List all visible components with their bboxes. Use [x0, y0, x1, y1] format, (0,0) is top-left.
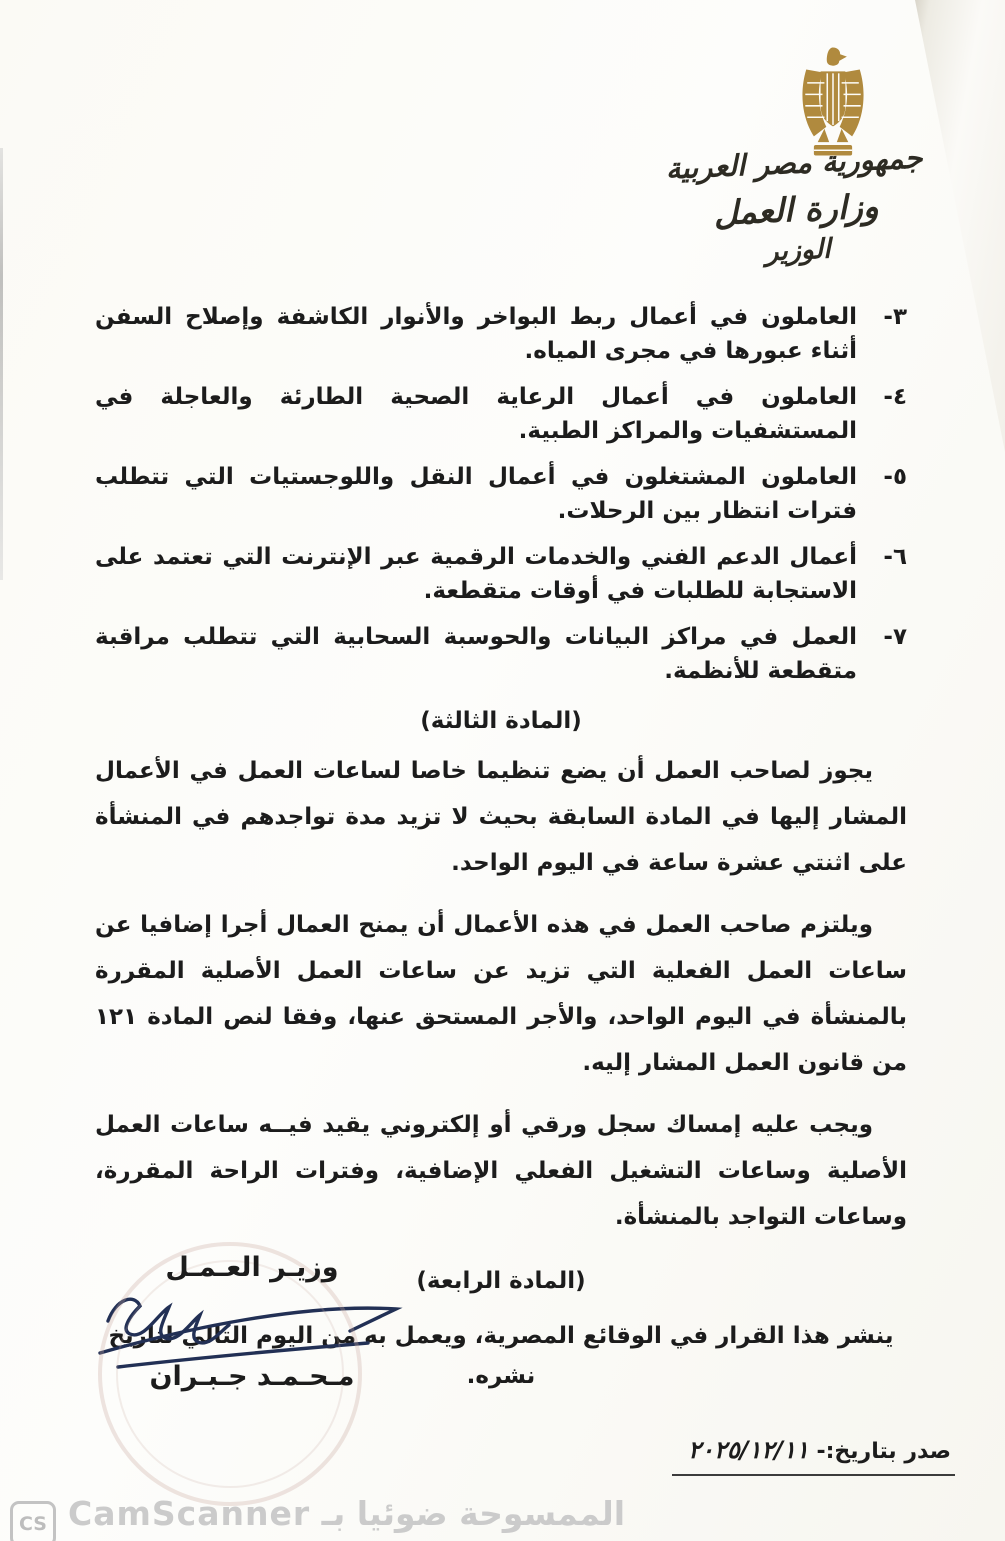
article-three-paragraph-1: يجوز لصاحب العمل أن يضع تنظيما خاصا لساعات العمل في الأعمال المشار إليها في المادة السابقة بحيث لا تزيد مدة تواجدهم في المنشأة على اثنتي عشرة ساعة في اليوم الواحد.: [95, 758, 907, 876]
article-three-paragraph-3: ويجب عليه إمساك سجل ورقي أو إلكتروني يقيد فيــه ساعات العمل الأصلية وساعات التشغيل الفعلي الإضافية، وفترات الراحة المقررة، وساعات التواجد بالمنشأة.: [95, 1112, 907, 1230]
list-item-4: [95, 380, 907, 448]
article-four-heading: (المادة الرابعة): [416, 1268, 586, 1294]
watermark-text: الممسوحة ضوئيا بـ CamScanner: [68, 1494, 626, 1533]
article-three-heading: (المادة الثالثة): [420, 708, 582, 734]
item-number: ٦-: [883, 544, 907, 570]
item-text: العاملون في أعمال الرعاية الصحية الطارئة والعاجلة في المستشفيات والمراكز الطبية.: [95, 384, 857, 444]
letterhead-republic-line: جمهورية مصر العربية: [665, 140, 924, 186]
item-text: أعمال الدعم الفني والخدمات الرقمية عبر الإنترنت التي تعتمد على الاستجابة للطلبات في أوقات متقطعة.: [95, 544, 857, 604]
item-number: ٥-: [883, 464, 907, 490]
minister-name: مـحـمـد جـبـران: [149, 1361, 355, 1392]
issue-date-value: ٢٠٢٥/١٢/١١: [688, 1436, 809, 1464]
letterhead-calligraphy: [629, 139, 964, 273]
camscanner-logo-icon: CS: [10, 1501, 56, 1541]
camscanner-watermark: [10, 1494, 625, 1541]
signature-block: [82, 1252, 422, 1392]
letterhead-ministry-line: وزارة العمل: [712, 186, 880, 233]
list-item-5: [95, 460, 907, 528]
list-item-3: [95, 300, 907, 368]
letterhead-minister-line: الوزير: [764, 233, 832, 268]
minister-title: وزيـر العـمـل: [165, 1252, 339, 1283]
list-item-6: [95, 540, 907, 608]
publication-clause: ينشر هذا القرار في الوقائع المصرية، ويعمل به من اليوم التالي لتاريخ نشره.: [108, 1323, 894, 1389]
item-number: ٣-: [883, 304, 907, 330]
item-number: ٤-: [883, 384, 907, 410]
item-text: العمل في مراكز البيانات والحوسبة السحابية التي تتطلب مراقبة متقطعة للأنظمة.: [95, 624, 857, 684]
scan-edge-artifact: [0, 148, 3, 580]
list-item-7: [95, 620, 907, 688]
issue-date-label: صدر بتاريخ:-: [816, 1439, 951, 1464]
item-number: ٧-: [883, 624, 907, 650]
article-three-paragraph-2: ويلتزم صاحب العمل في هذه الأعمال أن يمنح العمال أجرا إضافيا عن ساعات العمل الفعلية التي تزيد عن ساعات العمل الأصلية المقررة بالمنشأة في اليوم الواحد، والأجر المستحق عنها، وفقا لنص المادة ١٢١ من قانون العمل المشار إليه.: [95, 912, 907, 1076]
issue-date-underline: [672, 1436, 955, 1476]
item-text: العاملون في أعمال ربط البواخر والأنوار الكاشفة وإصلاح السفن أثناء عبورها في مجرى المياه.: [95, 304, 857, 364]
item-text: العاملون المشتغلون في أعمال النقل واللوجستيات التي تتطلب فترات انتظار بين الرحلات.: [95, 464, 857, 524]
